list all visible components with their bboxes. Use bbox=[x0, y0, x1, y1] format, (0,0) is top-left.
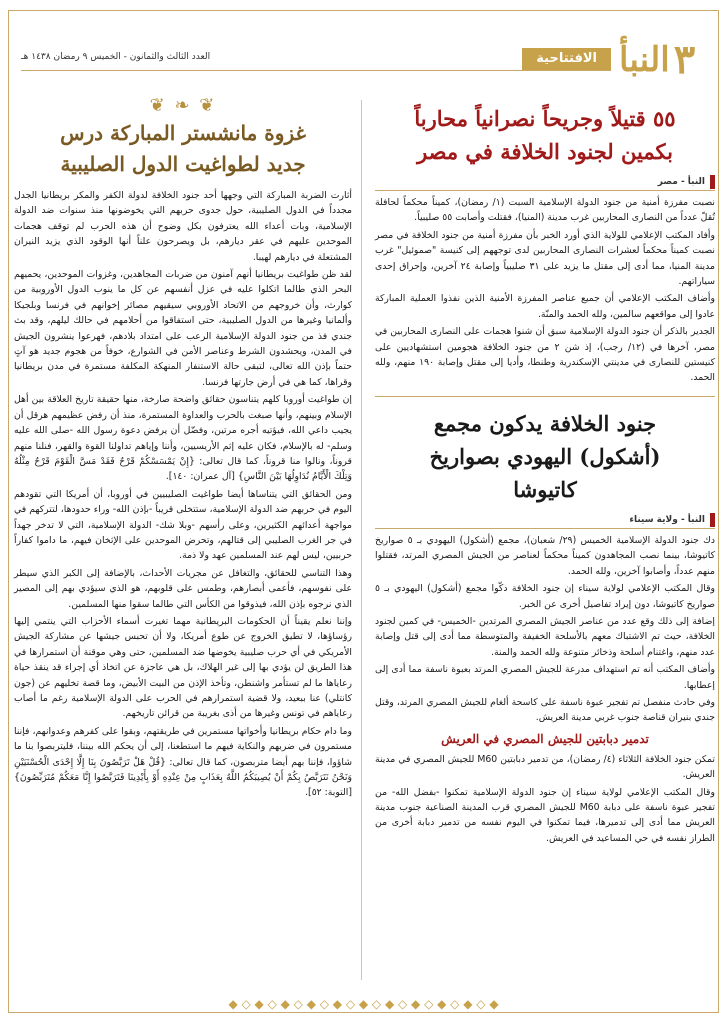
article2-dateline bbox=[375, 512, 715, 529]
left-column bbox=[14, 94, 352, 803]
article2-body bbox=[375, 533, 715, 726]
dateline-marker bbox=[710, 175, 715, 189]
paragraph: لقد ظن طواغيت بريطانيا أنهم آمنون من ضربات المجاهدين، وغزوات الموحدين، يحميهم البحر الذي طالما اتكلوا عليه في عزل أنفسهم عن كل ما ينوب الدول الأوروبية من كوارث، وأن خروجهم من الاتحاد الأوروبي سيقيهم مصائر إخوانهم في فرنسا وبلجيكا وألمانيا وغيرها من الدول الصليبية، حتى استفاقوا من أحلامهم في حالك ليلهم، وقد بث جندي فذ من جنود الدولة الإسلامية الرعب على امتداد بلادهم، فهرعوا ينشرون الجيش في المدن، ويحشدون الشرط وعناصر الأمن في الشوارع، خوفاً من هجوم جديد هو آتٍ حتماً بإذن الله تعالى، لتبقى حالة الاستنفار المنهكة المكلفة مستمرة في مدن بريطانيا وقراها، كما هي في أرض جارتها فرنسا. bbox=[14, 269, 352, 388]
page-header bbox=[8, 30, 719, 90]
paragraph: وأفاد المكتب الإعلامي للولاية الذي أورد الخبر بأن مفرزة أمنية من جنود الخلافة في مصر نصبت كميناً محكماً لعشرات النصارى المحاربين لدى توجههم إلى كنيسة "صموئيل" غرب مدينة المنيا، مما أدى إلى مقتل ما يزيد على ٣١ صليبياً وإصابة ٢٤ آخرين، وإحراق إحدى سياراتهم. bbox=[375, 229, 715, 288]
paragraph: إن طواغيت أوروبا كلهم يتناسون حقائق واضحة صارخة، منها حقيقة تاريخ العلاقة بين أهل الإسلام وبينهم، وأنها صبغت بالحرب والعداوة المستمرة، منذ أن رفض عظيمهم هرقل أن يجيب داعي الله، فيؤتيه أجره مرتين، وفضّل أن يرفض دعوة رسول الله -صلى الله عليه وسلم- له بالإسلام، فكان عليه إثم الأريسيين، وأننا وإياهم تداولنا القوة والقهر، فنلنا منهم قروناً، ونالوا منا قروناً، كما قال تعالى: {إِنْ يَمْسَسْكُمْ قَرْحٌ فَقَدْ مَسَّ الْقَوْمَ قَرْحٌ مِثْلُهُ وَتِلْكَ الْأَيَّامُ نُدَاوِلُهَا بَيْنَ النَّاسِ} [آل عمران: ١٤٠]. bbox=[14, 394, 352, 483]
paragraph: وقال المكتب الإعلامي لولاية سيناء إن جنود الخلافة دكّوا مجمع (أشكول) اليهودي بـ ٥ صواريخ كاتيوشا، دون إيراد تفاصيل أخرى عن الخبر. bbox=[375, 583, 715, 610]
newspaper-logo bbox=[619, 34, 711, 86]
paragraph: تمكن جنود الخلافة الثلاثاء (٤/ رمضان)، من تدمير دبابتين M60 للجيش المصري في مدينة العريش. bbox=[375, 753, 715, 781]
article2-headline: جنود الخلافة يدكون مجمع (أشكول) اليهودي بصواريخ كاتيوشا bbox=[429, 410, 661, 502]
right-column bbox=[375, 94, 715, 848]
paragraph: وأضاف المكتب الإعلامي أن جميع عناصر المفرزة الأمنية الذين نفذوا العملية المباركة عادوا إلى مواقعهم سالمين، ولله الحمد والمنّة. bbox=[375, 293, 715, 320]
article1-dateline bbox=[375, 174, 715, 191]
editorial-headline: غزوة مانشستر المباركة درس جديد لطواغيت الدول الصليبية bbox=[60, 121, 306, 176]
logo-text: النبأ bbox=[619, 40, 670, 80]
article-divider bbox=[375, 396, 715, 397]
paragraph: وهذا التناسي للحقائق، والتغافل عن مجريات الأحداث، بالإضافة إلى الكبر الذي سيطر على نفوسهم، فأعمى أبصارهم، وطمس على قلوبهم، هو الذي سيؤدي بهم إلى المصير الذي نرجوه بإذن الله، فيذوقوا من الكأس التي طالما سقوا منها المسلمين. bbox=[14, 567, 352, 610]
article1-headline: ٥٥ قتيلاً وجريحاً نصرانياً محارباً بكمين لجنود الخلافة في مصر bbox=[414, 106, 676, 164]
section-tag: الافتتاحية bbox=[522, 48, 611, 70]
footer-ornament-icon: ◆ ◇ ◆ ◇ ◆ ◇ ◆ ◇ ◆ ◇ ◆ ◇ ◆ ◇ ◆ ◇ ◆ ◇ ◆ ◇ ◆ bbox=[228, 997, 499, 1011]
paragraph: وقال المكتب الإعلامي لولاية سيناء إن جنود الدولة الإسلامية تمكنوا -بفضل الله- من تفجير عبوة ناسفة على دبابة M60 للجيش المصري قرب المدينة الصناعية جنوب مدينة العريش مما أدى إلى تدميرها، فيما تمكنوا في اليوم نفسه من تدمير دبابة أخرى من الطراز نفسه في حي المساعيد في العريش. bbox=[375, 786, 716, 844]
issue-info: العدد الثالث والثمانون - الخميس ٩ رمضان ١٤٣٨ هـ bbox=[21, 52, 211, 62]
dateline-text: النبأ - ولاية سيناء bbox=[629, 514, 705, 525]
paragraph: وإننا نعلم يقيناً أن الحكومات البريطانية مهما تغيرت أسماء الأحزاب التي ينتمي إليها رؤساؤها، لا تطيق الخروج عن طوع أمريكا، ولا أن تحبس جيشها عن مشاركة الجيش الأمريكي في أي حرب صليبية يخوضها ضد المسلمين، حتى وهي موقنة أن استمرارها في هذا الطريق لن يؤدي بها إلى غير الهلاك، بل هي عاجزة عن اتخاذ أي إجراء قد ينقذ حياة رعاياها ما لم تستأمر واشنطن، وتأخذ الإذن من البيت الأبيض، وما قصة تخليهم عن (جون كانتلي) عنا ببعيد، ولا قضية استمرارهم في الحرب على الدولة الإسلامية رغم ما أصاب رعاياهم في تونس وغيرها من أذى بغريبة من قرائن تاريخهم. bbox=[14, 615, 352, 720]
ornament-icon: ❦ ❧ ❦ bbox=[149, 95, 217, 116]
paragraph: أثارت الضربة المباركة التي وجهها أحد جنود الخلافة لدولة الكفر والمكر بريطانيا الجدل مجدداً في الدول الصليبية، حول جدوى حربهم التي يخوضونها منذ سنوات ضد الدولة الإسلامية، وبات أعداء الله يعترفون بكل وضوح أن هذه الحرب لم توقف هجمات الموحدين عليهم في عقر ديارهم، بل ويصرحون علناً أنها الوقود الذي يزيد النيران المشتعلة في ديارهم لهيبا. bbox=[14, 190, 352, 263]
editorial-body bbox=[14, 188, 352, 801]
article1-body bbox=[375, 195, 715, 386]
page-number: ٣ bbox=[673, 36, 696, 83]
paragraph: نصبت مفرزة أمنية من جنود الدولة الإسلامية السبت (١/ رمضان)، كميناً محكماً لحافلة تُقلّ عدداً من النصارى المحاربين غرب مدينة (المنيا)، فقتلت وأصابت ٥٥ صليبياً. bbox=[375, 197, 715, 224]
paragraph: دك جنود الدولة الإسلامية الخميس (٢٩/ شعبان)، مجمع (أشكول) اليهودي بـ ٥ صواريخ كاتيوشا، بينما نصب المجاهدون كميناً محكماً لعناصر من الجيش المصري المرتد، فقتلوا منهم عدداً، وأصابوا آخرين، ولله الحمد. bbox=[375, 534, 715, 577]
header-strip bbox=[21, 48, 611, 71]
dateline-marker bbox=[710, 513, 715, 527]
paragraph: الجدير بالذكر أن جنود الدولة الإسلامية سبق أن شنوا هجمات على النصارى المحاربين في مصر، آخرها في (١٢/ رجب)، إذ شن ٢ من جنود الخلافة هجومين استشهاديين على كنيستين للنصارى في مدينتي الإسكندرية وطنطا، وأديا إلى مقتل وإصابة ١٩٠ منهم، ولله الحمد. bbox=[375, 326, 715, 384]
column-divider bbox=[361, 100, 362, 980]
dateline-text: النبأ - مصر bbox=[657, 177, 705, 187]
paragraph: وأضاف المكتب أنه تم استهداف مدرعة للجيش المصري المرتد بعبوة ناسفة مما أدى إلى إعطابها. bbox=[375, 664, 715, 691]
paragraph: وما دام حكام بريطانيا وأخواتها مستمرين في طريقتهم، وبقوا على كفرهم وعدوانهم، فإننا مستمرون في ضربهم والنكاية فيهم ما استطعنا، إلى أن يحكم الله بيننا، فليتربصوا بنا ما شاؤوا، فإننا بهم أيضا متربصون، كما قال تعالى: {قُلْ هَلْ تَرَبَّصُونَ بِنَا إِلَّا إِحْدَى الْحُسْنَيَيْنِ وَنَحْنُ نَتَرَبَّصُ بِكُمْ أَنْ يُصِيبَكُمُ اللَّهُ بِعَذَابٍ مِنْ عِنْدِهِ أَوْ بِأَيْدِينَا فَتَرَبَّصُوا إِنَّا مَعَكُمْ مُتَرَبِّصُونَ} [التوبة: ٥٢]. bbox=[14, 725, 352, 799]
article2-sub-body bbox=[375, 752, 715, 846]
paragraph: ومن الحقائق التي يتناساها أيضا طواغيت الصليبيين في أوروبا، أن أمريكا التي تقودهم اليوم في حربهم ضد الدولة الإسلامية، ستتخلى قريباً -بإذن الله- وراء حدودها، لتتركهم في مواجهة أعدائهم الكثيرين، وعلى رأسهم -وبلا شك- الدولة الإسلامية، التي لا تدخر جهداً في جر الغرب الصليبي إلى قتالهم، وتحرض الموحدين على الإثخان فيهم، ما داموا كفاراً حربيين، ليس لهم عند المسلمين عهد ولا ذمة. bbox=[14, 488, 352, 562]
paragraph: وفي حادث منفصل تم تفجير عبوة ناسفة على كاسحة ألغام للجيش المصري المرتد، وقتل جندي بنيران قناصة جنوب غربي مدينة العريش. bbox=[375, 696, 715, 724]
paragraph: إضافة إلى ذلك وقع عدد من عناصر الجيش المصري المرتدين -الخميس- في كمين لجنود الخلافة، حيث تم الاشتباك معهم بالأسلحة الخفيفة والمتوسطة مما أدى إلى قتل وإصابة عدد منهم، واغتنام أسلحة وذخائر متنوعة ولله الحمد والمنة. bbox=[375, 615, 715, 658]
article2-subhead: تدمير دبابتين للجيش المصري في العريش bbox=[441, 731, 649, 746]
